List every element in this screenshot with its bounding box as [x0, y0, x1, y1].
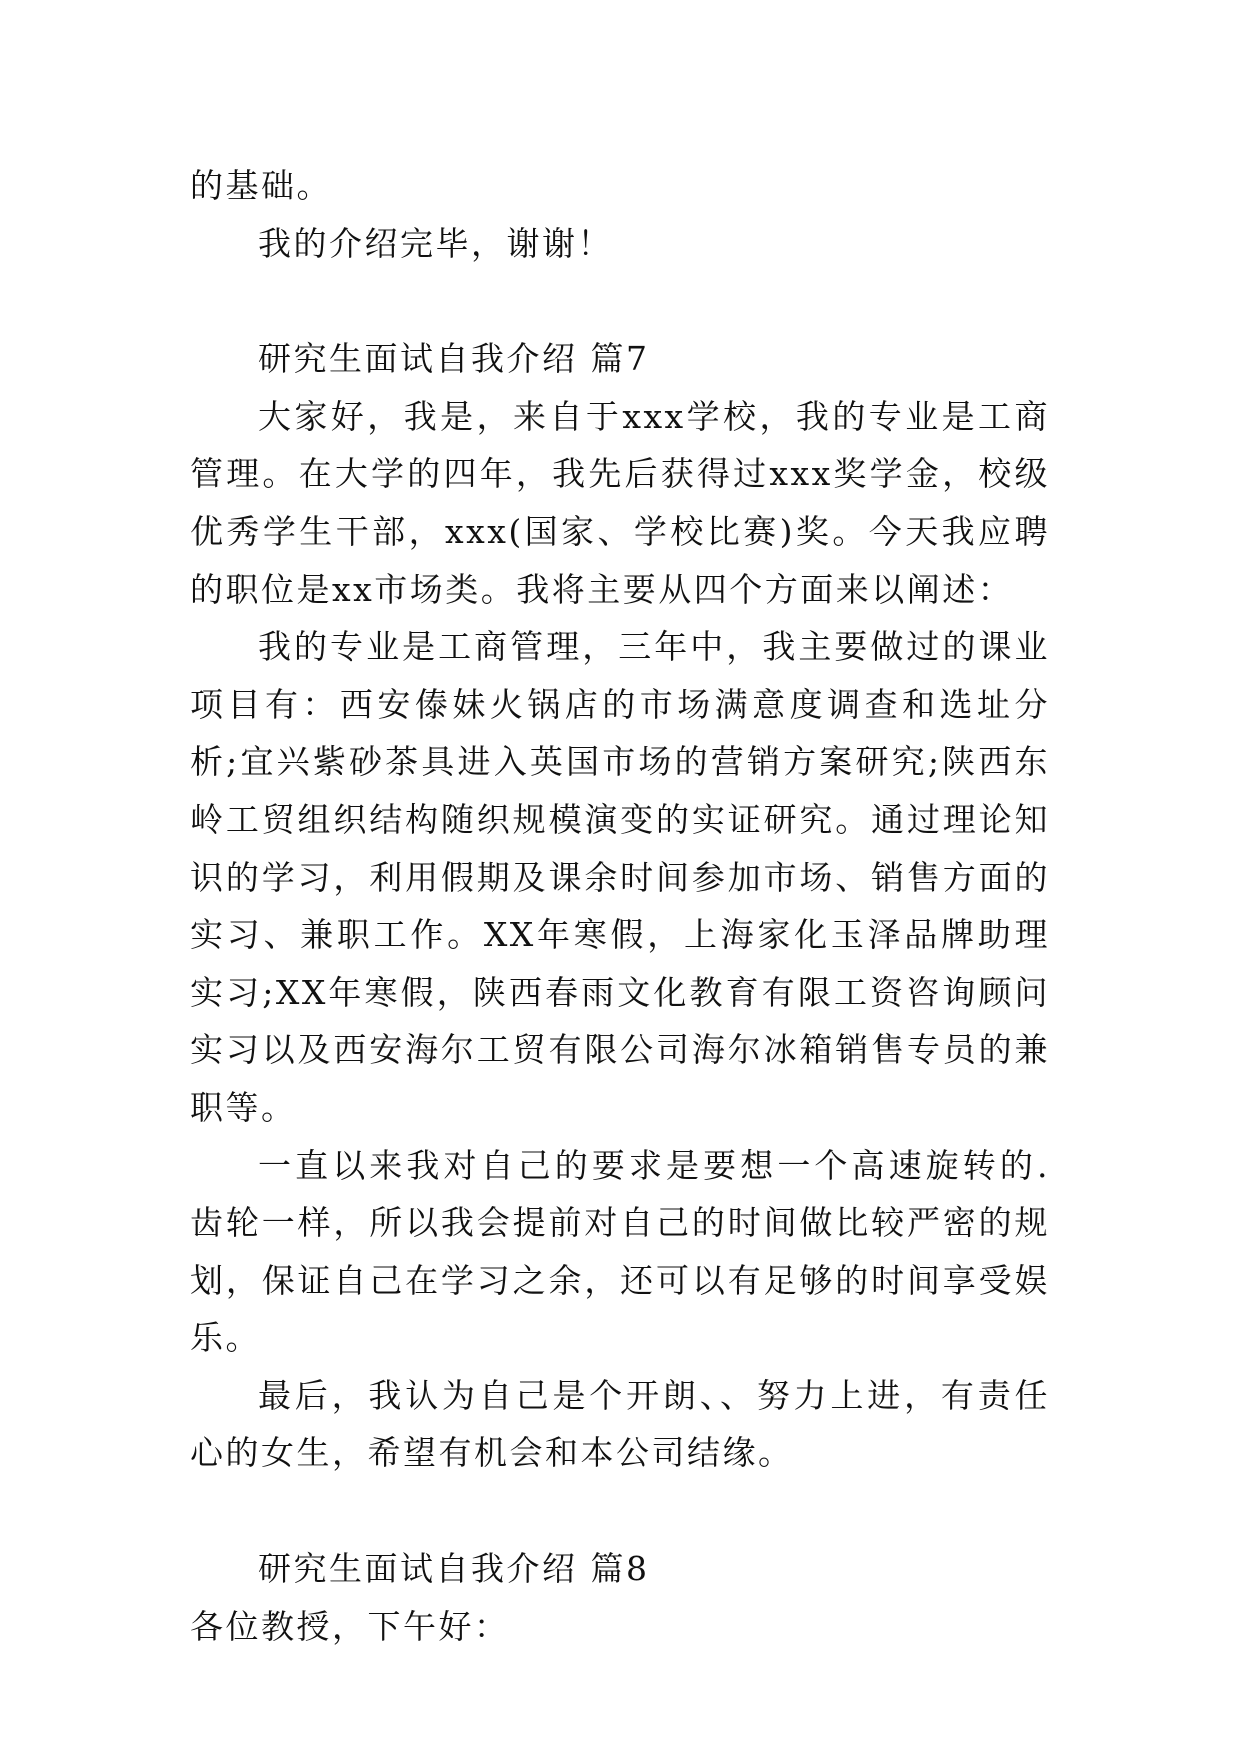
section-heading-7: 研究生面试自我介绍 篇7 [258, 339, 650, 379]
paragraph-intro: 大家好，我是，来自于xxx学校，我的专业是工商管理。在大学的四年，我先后获得过xxx奖学金，校级优秀学生干部，xxx(国家、学校比赛)奖。今天我应聘的职位是xx市场类。我将主要从四个方面来以阐述： [190, 396, 1050, 609]
paragraph-conclusion: 最后，我认为自己是个开朗、、努力上进，有责任心的女生，希望有机会和本公司结缘。 [190, 1375, 1050, 1473]
paragraph-continued: 的基础。 [190, 166, 332, 205]
document-body [190, 157, 1050, 1655]
paragraph-major: 我的专业是工商管理，三年中，我主要做过的课业项目有：西安傣妹火锅店的市场满意度调查和选址分析;宜兴紫砂茶具进入英国市场的营销方案研究;陕西东岭工贸组织结构随织规模演变的实证研究。通过理论知识的学习，利用假期及课余时间参加市场、销售方面的实习、兼职工作。XX年寒假，上海家化玉泽品牌助理实习;XX年寒假，陕西春雨文化教育有限工资咨询顾问实习以及西安海尔工贸有限公司海尔冰箱销售专员的兼职等。 [190, 627, 1050, 1127]
section-heading-8: 研究生面试自我介绍 篇8 [258, 1549, 650, 1589]
paragraph-self-requirement: 一直以来我对自己的要求是要想一个高速旋转的.齿轮一样，所以我会提前对自己的时间做比较严密的规划，保证自己在学习之余，还可以有足够的时间享受娱乐。 [190, 1145, 1050, 1358]
paragraph-greeting: 各位教授，下午好： [190, 1606, 510, 1646]
paragraph-closing: 我的介绍完毕，谢谢！ [258, 223, 613, 263]
